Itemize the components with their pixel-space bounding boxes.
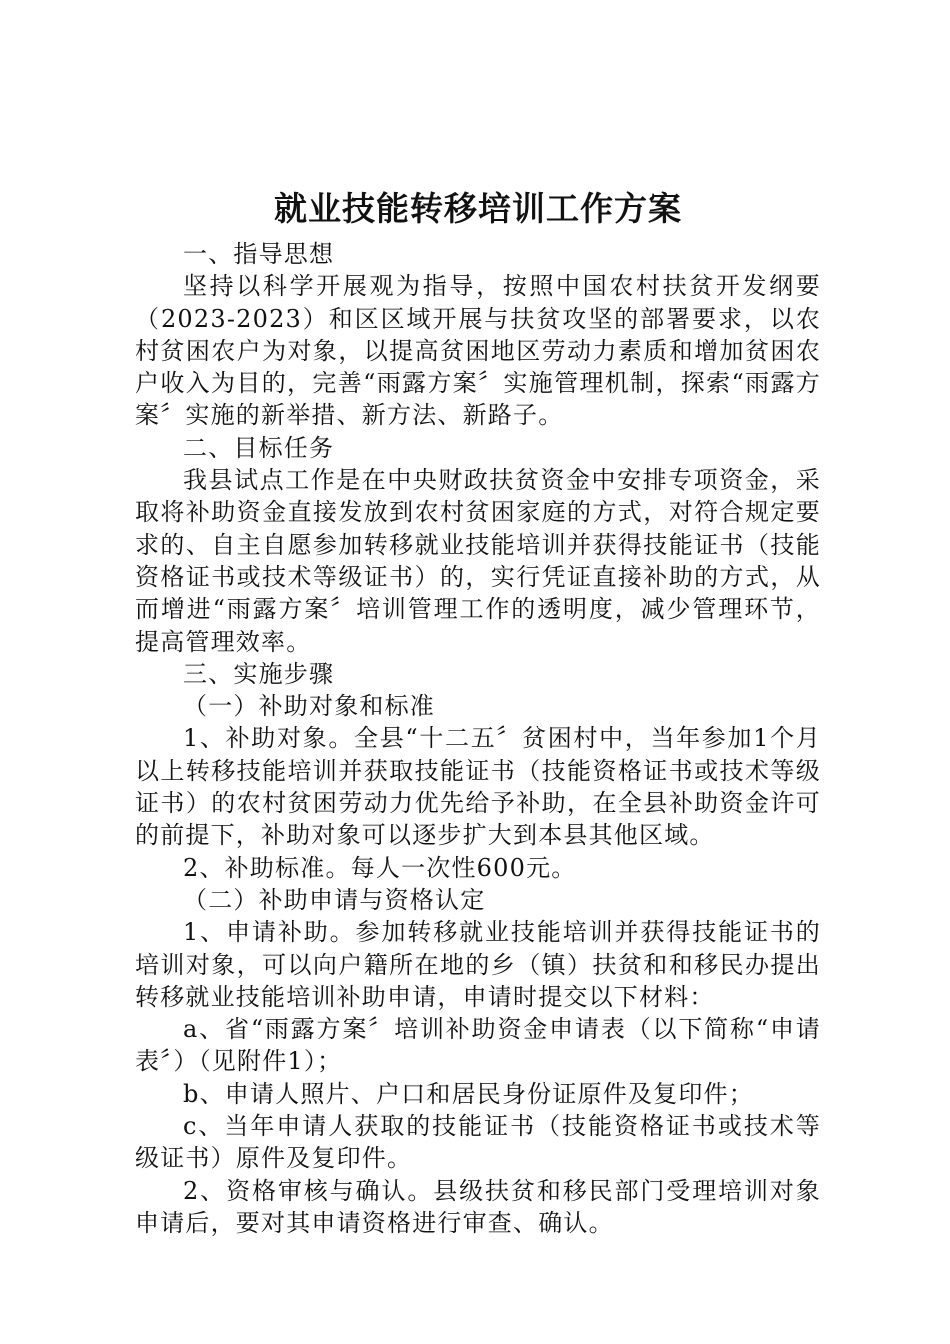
section-heading-goals-tasks: 二、目标任务 xyxy=(183,433,335,462)
list-item-b: b、申请人照片、户口和居民身份证原件及复印件； xyxy=(183,1079,754,1108)
paragraph-application: 1、申请补助。参加转移就业技能培训并获得技能证书的培训对象，可以向户籍所在地的乡（镇）扶贫和和移民办提出转移就业技能培训补助申请，申请时提交以下材料： xyxy=(135,918,821,1011)
paragraph-qualification-review: 2、资格审核与确认。县级扶贫和移民部门受理培训对象申请后，要对其申请资格进行审查、确认。 xyxy=(135,1176,821,1237)
paragraph-subsidy-standard: 2、补助标准。每人一次性600元。 xyxy=(183,853,577,882)
list-item-a: a、省“雨露方案〞培训补助资金申请表（以下简称“申请表〞）（见附件1）； xyxy=(135,1015,821,1076)
paragraph-subsidy-targets: 1、补助对象。全县“十二五〞贫困村中，当年参加1个月以上转移技能培训并获取技能证书（技能资格证书或技术等级证书）的农村贫困劳动力优先给予补助，在全县补助资金许可的前提下，补助对象可以逐步扩大到本县其他区域。 xyxy=(135,724,821,850)
paragraph-guiding-ideology: 坚持以科学开展观为指导，按照中国农村扶贫开发纲要（2023-2023）和区区域开展与扶贫攻坚的部署要求，以农村贫困农户为对象，以提高贫困地区劳动力素质和增加贫困农户收入为目的，完善“雨露方案〞实施管理机制，探索“雨露方案〞实施的新举措、新方法、新路子。 xyxy=(135,272,821,430)
subsection-heading-subsidy-targets: （一）补助对象和标准 xyxy=(183,692,435,721)
section-heading-guiding-ideology: 一、指导思想 xyxy=(183,240,335,268)
document-page xyxy=(135,182,821,1239)
document-title: 就业技能转移培训工作方案 xyxy=(274,189,682,228)
list-item-c: c、当年申请人获取的技能证书（技能资格证书或技术等级证书）原件及复印件。 xyxy=(135,1112,821,1173)
paragraph-goals-tasks: 我县试点工作是在中央财政扶贫资金中安排专项资金，采取将补助资金直接发放到农村贫困家庭的方式，对符合规定要求的、自主自愿参加转移就业技能培训并获得技能证书（技能资格证书或技术等级证书）的，实行凭证直接补助的方式，从而增进“雨露方案〞培训管理工作的透明度，减少管理环节，提高管理效率。 xyxy=(135,466,821,656)
section-heading-implementation-steps: 三、实施步骤 xyxy=(183,659,335,688)
subsection-heading-application: （二）补助申请与资格认定 xyxy=(183,885,486,914)
